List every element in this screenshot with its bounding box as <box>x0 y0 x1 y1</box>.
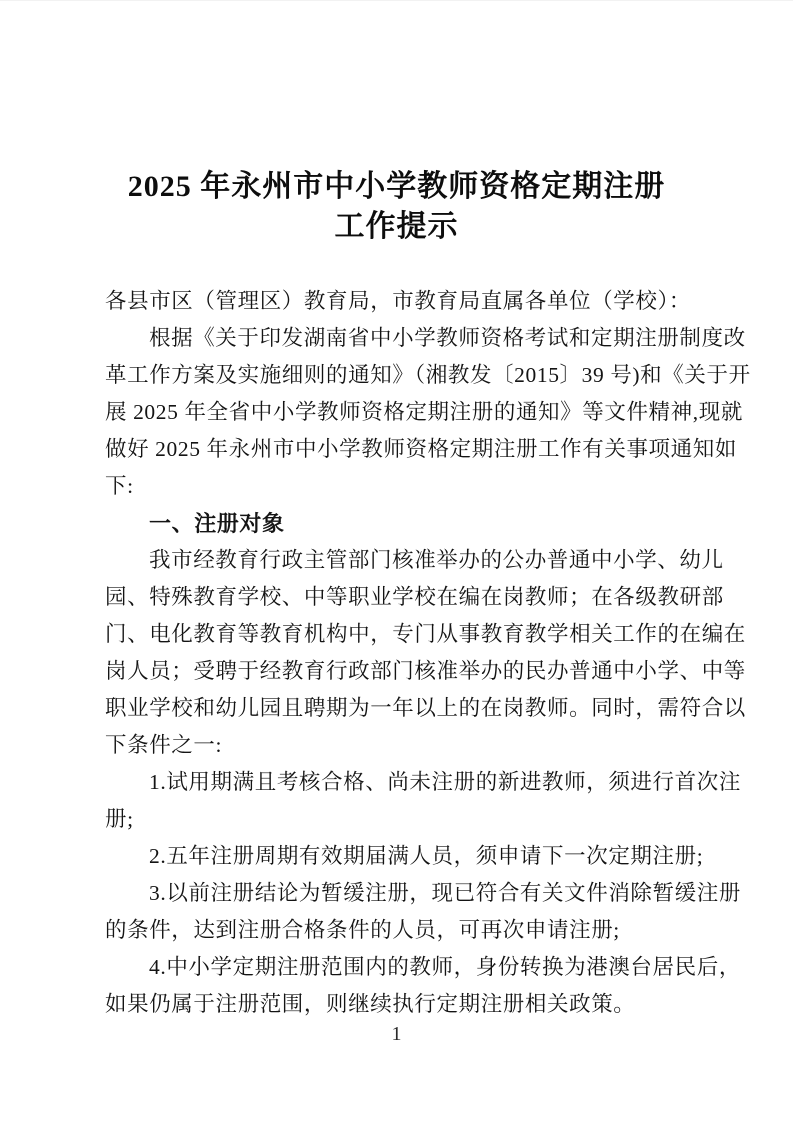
list-item-2: 2.五年注册周期有效期届满人员，须申请下一次定期注册; <box>149 844 704 868</box>
body-line: 革工作方案及实施细则的通知》（湘教发〔2015〕39 号)和《关于开 <box>105 363 751 387</box>
title-line-1: 2025 年永州市中小学教师资格定期注册 <box>127 170 666 203</box>
document-title <box>0 1 793 247</box>
body-line: 我市经教育行政主管部门核准举办的公办普通中小学、幼儿 <box>149 548 724 572</box>
body-line: 下: <box>105 474 134 498</box>
body-line: 的条件，达到注册合格条件的人员，可再次申请注册; <box>105 918 620 942</box>
body-line: 如果仍属于注册范围，则继续执行定期注册相关政策。 <box>105 992 636 1016</box>
document-body <box>0 247 793 1023</box>
body-line: 做好 2025 年永州市中小学教师资格定期注册工作有关事项通知如 <box>105 437 737 461</box>
body-line: 门、电化教育等教育机构中，专门从事教育教学相关工作的在编在 <box>105 622 746 646</box>
section-heading-registration-targets: 一、注册对象 <box>149 511 285 536</box>
list-item-4: 4.中小学定期注册范围内的教师，身份转换为港澳台居民后， <box>149 955 741 979</box>
body-line: 展 2025 年全省中小学教师资格定期注册的通知》等文件精神,现就 <box>105 400 743 424</box>
salutation-line: 各县市区（管理区）教育局，市教育局直属各单位（学校）： <box>105 289 691 313</box>
page-number: 1 <box>391 1023 402 1045</box>
body-line: 岗人员；受聘于经教育行政部门核准举办的民办普通中小学、中等 <box>105 659 746 683</box>
list-item-1: 1.试用期满且考核合格、尚未注册的新进教师，须进行首次注 <box>149 770 741 794</box>
list-item-3: 3.以前注册结论为暂缓注册，现已符合有关文件消除暂缓注册 <box>149 881 741 905</box>
title-line-2: 工作提示 <box>334 210 459 243</box>
body-line: 根据《关于印发湖南省中小学教师资格考试和定期注册制度改 <box>149 326 746 350</box>
body-line: 园、特殊教育学校、中等职业学校在编在岗教师；在各级教研部 <box>105 585 724 609</box>
body-line: 职业学校和幼儿园且聘期为一年以上的在岗教师。同时，需符合以 <box>105 696 746 720</box>
body-line: 册; <box>105 807 134 831</box>
body-line: 下条件之一: <box>105 733 223 757</box>
